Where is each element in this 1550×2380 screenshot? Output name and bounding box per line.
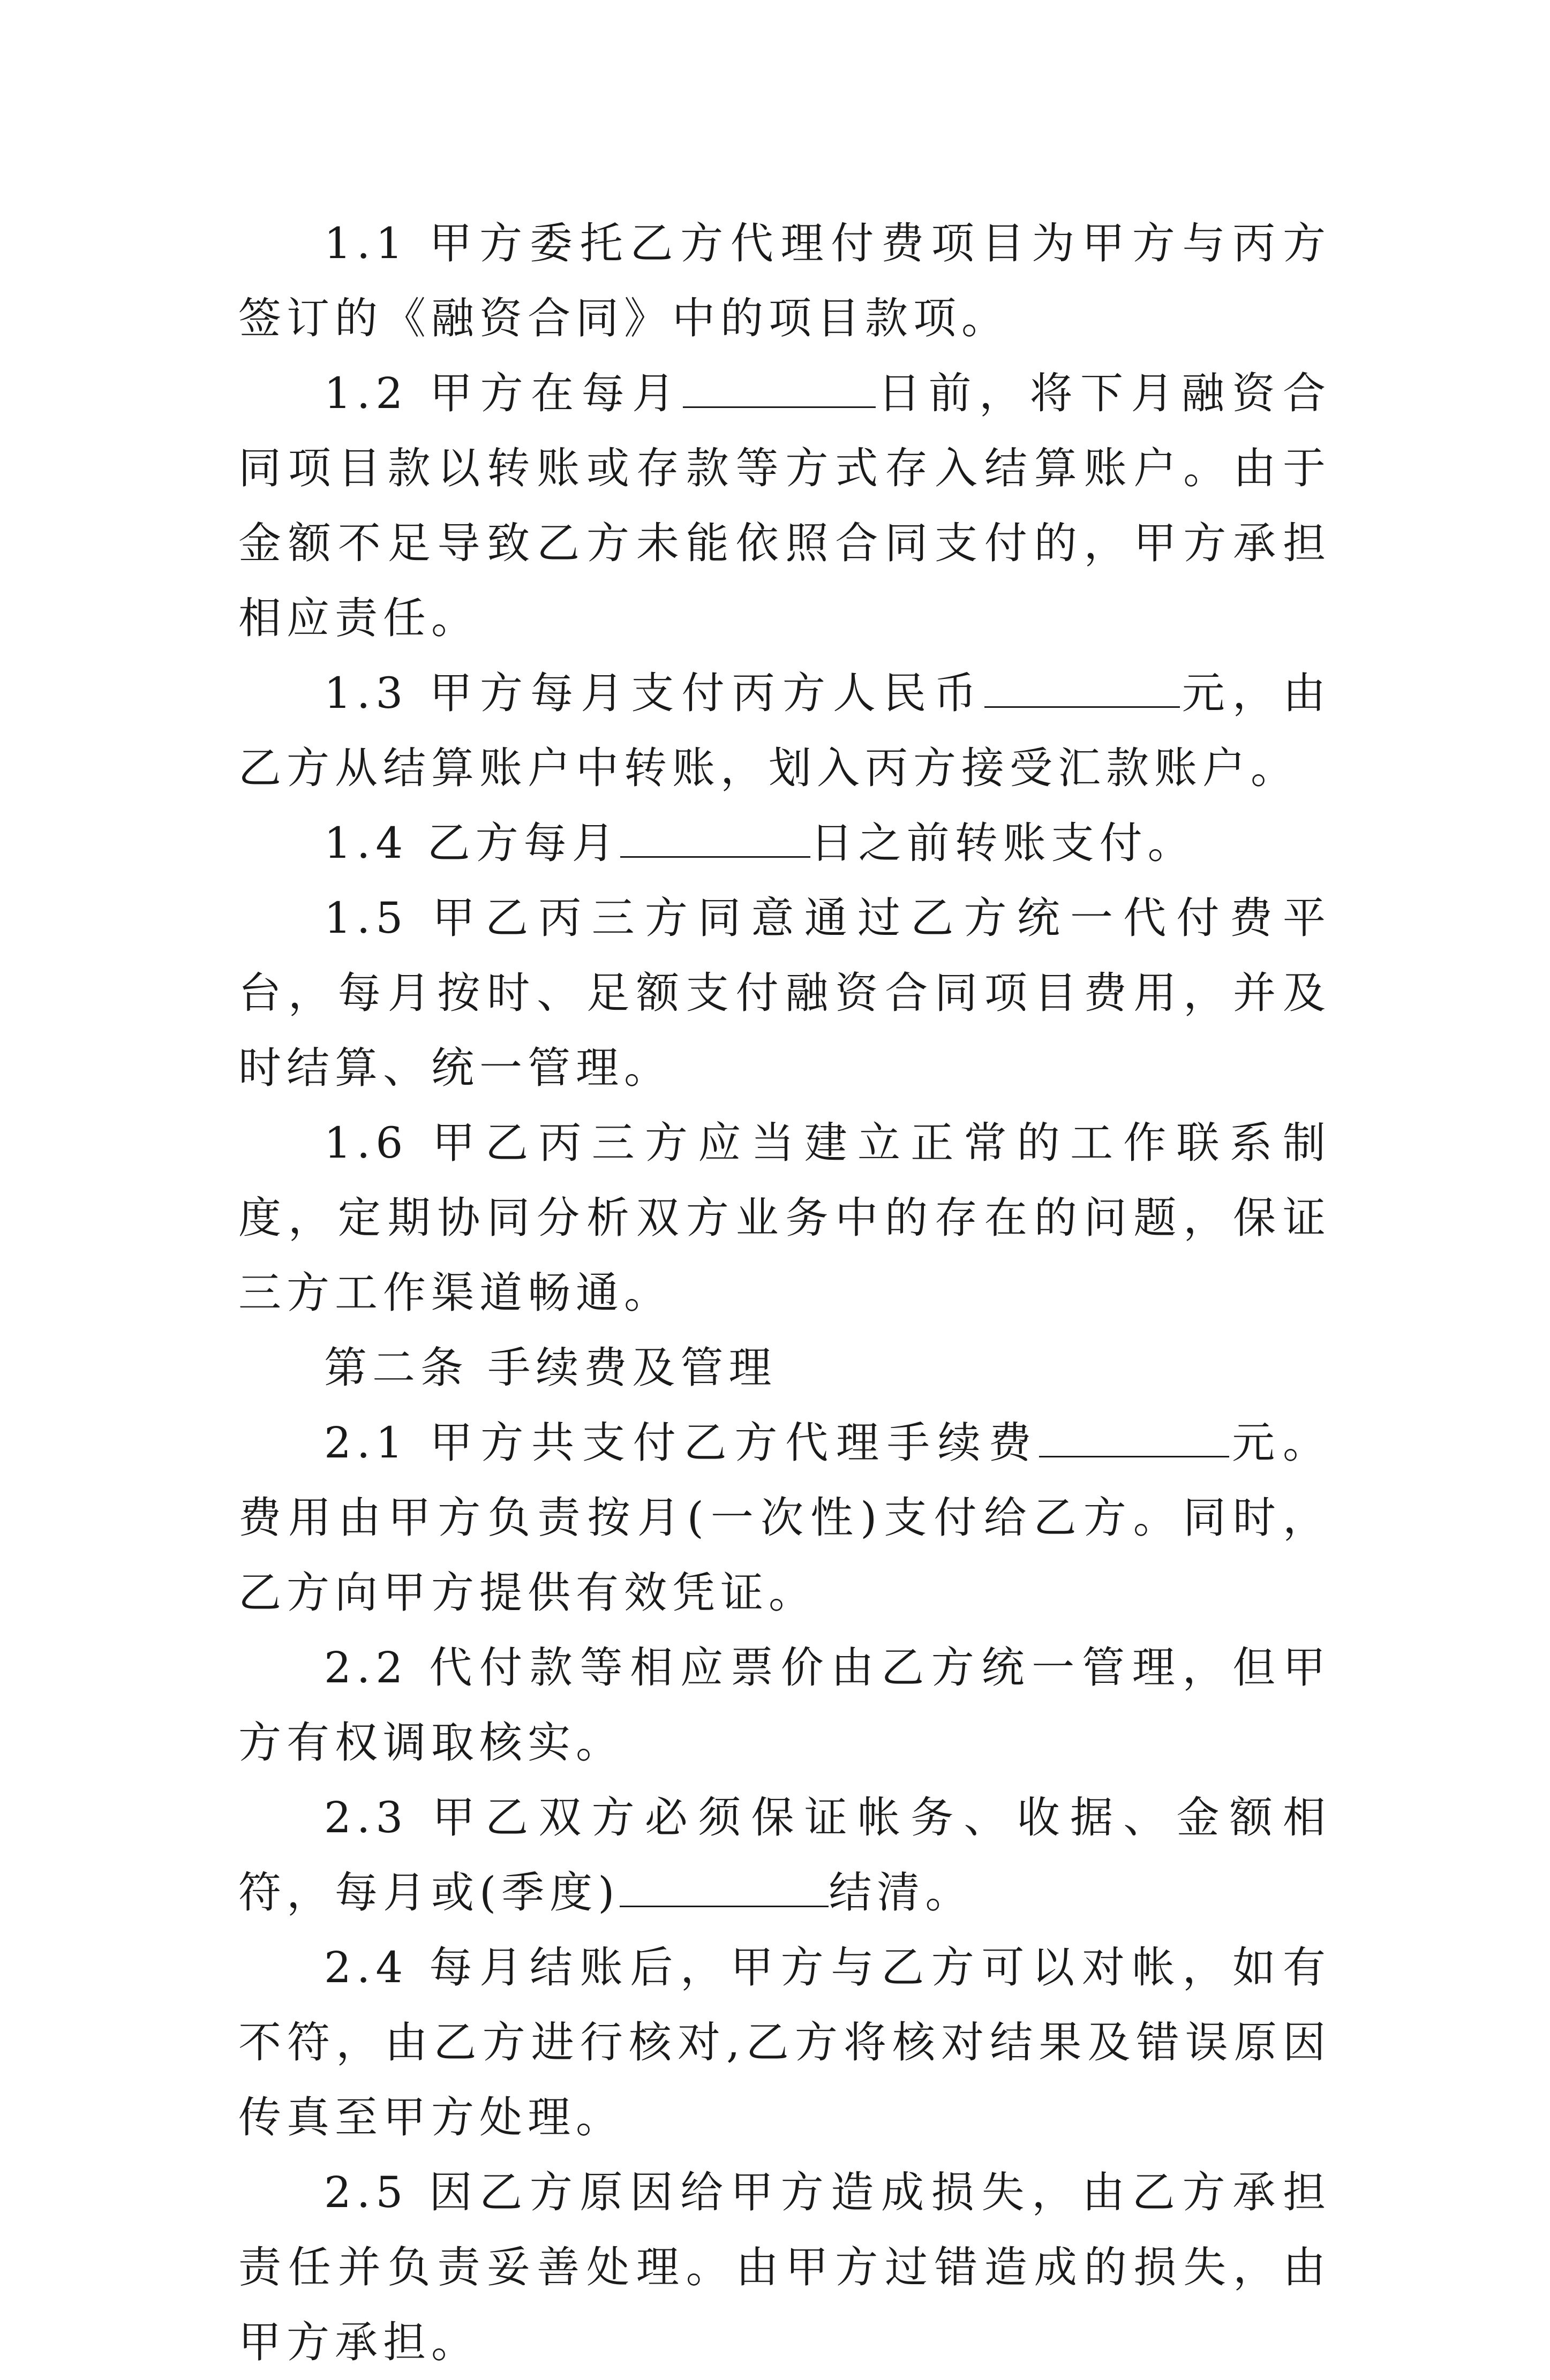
clause-2-4-text: 2.4 每月结账后，甲方与乙方可以对帐，如有不符，由乙方进行核对,乙方将核对结果及错误原因传真至甲方处理。 (238, 1943, 1331, 2142)
clause-1-6 (238, 1106, 1331, 1331)
clause-1-4-text-end: 日之前转账支付。 (810, 818, 1196, 868)
clause-1-2-text-end: 日前，将下月融资合同项目款以转账或存款等方式存入结算账户。由于金额不足导致乙方未能依照合同支付的，甲方承担相应责任。 (238, 368, 1331, 643)
fill-blank-transfer-day[interactable] (620, 819, 810, 858)
clause-2-3 (238, 1780, 1331, 1930)
fill-blank-settlement[interactable] (620, 1868, 829, 1907)
clause-1-5 (238, 881, 1331, 1106)
clause-2-1-text-end: 元。费用由甲方负责按月(一次性)支付给乙方。同时，乙方向甲方提供有效凭证。 (238, 1418, 1331, 1618)
fill-blank-fee[interactable] (1039, 1418, 1229, 1457)
fill-blank-day[interactable] (683, 369, 876, 408)
clause-2-1 (238, 1406, 1331, 1630)
clause-1-4 (238, 806, 1331, 881)
clause-2-3-text-end: 结清。 (829, 1868, 974, 1917)
clause-2-2-text: 2.2 代付款等相应票价由乙方统一管理，但甲方有权调取核实。 (238, 1643, 1331, 1767)
clause-2-4 (238, 1930, 1331, 2155)
clause-2-5 (238, 2155, 1331, 2380)
clause-1-1 (238, 206, 1331, 356)
clause-1-2 (238, 356, 1331, 656)
fill-blank-amount[interactable] (984, 669, 1180, 708)
section-2-heading (238, 1331, 1331, 1406)
clause-1-1-text: 1.1 甲方委托乙方代理付费项目为甲方与丙方签订的《融资合同》中的项目款项。 (238, 218, 1331, 343)
clause-1-2-text-start: 1.2 甲方在每月 (324, 368, 683, 418)
clause-1-3 (238, 656, 1331, 806)
clause-1-5-text: 1.5 甲乙丙三方同意通过乙方统一代付费平台，每月按时、足额支付融资合同项目费用，并及时结算、统一管理。 (238, 893, 1331, 1093)
clause-1-4-text-start: 1.4 乙方每月 (324, 818, 620, 868)
clause-1-3-text-start: 1.3 甲方每月支付丙方人民币 (324, 668, 984, 718)
clause-1-6-text: 1.6 甲乙丙三方应当建立正常的工作联系制度，定期协同分析双方业务中的存在的问题，保证三方工作渠道畅通。 (238, 1118, 1331, 1318)
clause-2-5-text: 2.5 因乙方原因给甲方造成损失，由乙方承担责任并负责妥善处理。由甲方过错造成的损失，由甲方承担。 (238, 2167, 1331, 2367)
section-2-heading-text: 第二条 手续费及管理 (324, 1343, 777, 1393)
document-body (238, 206, 1331, 2380)
clause-2-3-text-start: 2.3 甲乙双方必须保证帐务、收据、金额相符，每月或(季度) (238, 1793, 1331, 1917)
clause-2-2 (238, 1630, 1331, 1780)
clause-1-3-text-end: 元，由乙方从结算账户中转账，划入丙方接受汇款账户。 (238, 668, 1331, 793)
clause-2-1-text-start: 2.1 甲方共支付乙方代理手续费 (324, 1418, 1040, 1468)
